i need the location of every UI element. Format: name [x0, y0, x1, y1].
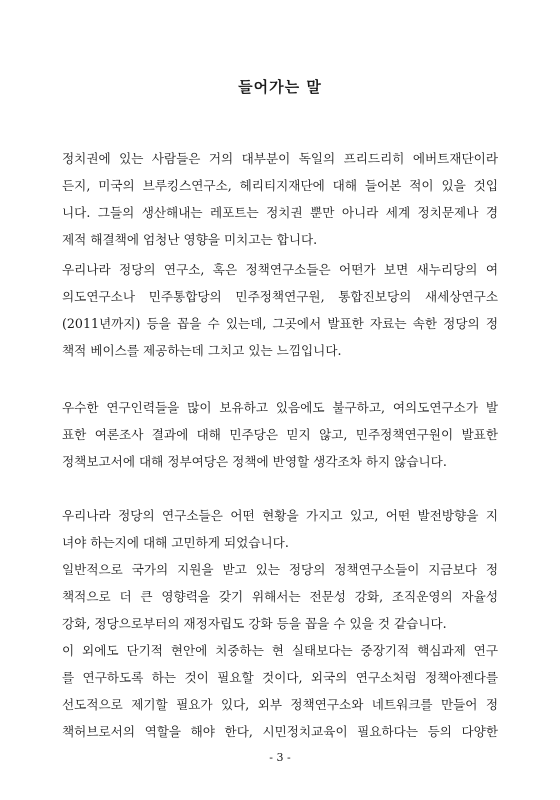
- body-line: 선도적으로 제기할 필요가 있다, 외부 정책연구소와 네트워크를 만들어 정: [62, 697, 498, 712]
- body-line: (2011년까지) 등을 꼽을 수 있는데, 그곳에서 발표한 자료는 속한 정당의 정: [62, 316, 498, 331]
- body-line: 제적 해결책에 엄청난 영향을 미치고는 합니다.: [62, 232, 318, 247]
- body-line: 이 외에도 단기적 현안에 치중하는 현 실태보다는 중장기적 핵심과제 연구: [62, 643, 498, 658]
- body-line: 책허브로서의 역할을 해야 한다, 시민정치교육이 필요하다는 등의 다양한: [62, 724, 498, 739]
- body-line: 든지, 미국의 브루킹스연구소, 헤리티지재단에 대해 들어본 적이 있을 것입: [62, 178, 498, 193]
- body-line: 강화, 정당으로부터의 재정자립도 강화 등을 꼽을 수 있을 것 같습니다.: [62, 616, 447, 631]
- body-line: 우리나라 정당의 연구소, 혹은 정책연구소들은 어떤가 보면 새누리당의 여: [62, 262, 498, 277]
- body-line: 책적 베이스를 제공하는데 그치고 있는 느낌입니다.: [62, 343, 342, 358]
- body-line: 일반적으로 국가의 지원을 받고 있는 정당의 정책연구소들이 지금보다 정: [62, 562, 498, 577]
- body-line: 표한 여론조사 결과에 대해 민주당은 믿지 않고, 민주정책연구원이 발표한: [62, 427, 498, 442]
- body-line: 우수한 연구인력들을 많이 보유하고 있음에도 불구하고, 여의도연구소가 발: [62, 400, 498, 415]
- body-line: 우리나라 정당의 연구소들은 어떤 현황을 가지고 있고, 어떤 발전방향을 지: [62, 508, 498, 523]
- body-line: 의도연구소나 민주통합당의 민주정책연구원, 통합진보당의 새세상연구소: [62, 289, 498, 304]
- body-line: 정치권에 있는 사람들은 거의 대부분이 독일의 프리드리히 에버트재단이라: [62, 151, 498, 166]
- body-line: 를 연구하도록 하는 것이 필요할 것이다, 외국의 연구소처럼 정책아젠다를: [62, 670, 498, 685]
- body-line: 니다. 그들의 생산해내는 레포트는 정치권 뿐만 아니라 세계 정치문제나 경: [62, 205, 498, 220]
- body-line: 정책보고서에 대해 정부여당은 정책에 반영할 생각조차 하지 않습니다.: [62, 454, 447, 469]
- page-number: - 3 -: [269, 751, 291, 764]
- body-line: 녀야 하는지에 대해 고민하게 되었습니다.: [62, 535, 289, 550]
- body-line: 책적으로 더 큰 영향력을 갖기 위해서는 전문성 강화, 조직운영의 자율성: [62, 589, 498, 604]
- page-title: 들어가는 말: [238, 78, 322, 96]
